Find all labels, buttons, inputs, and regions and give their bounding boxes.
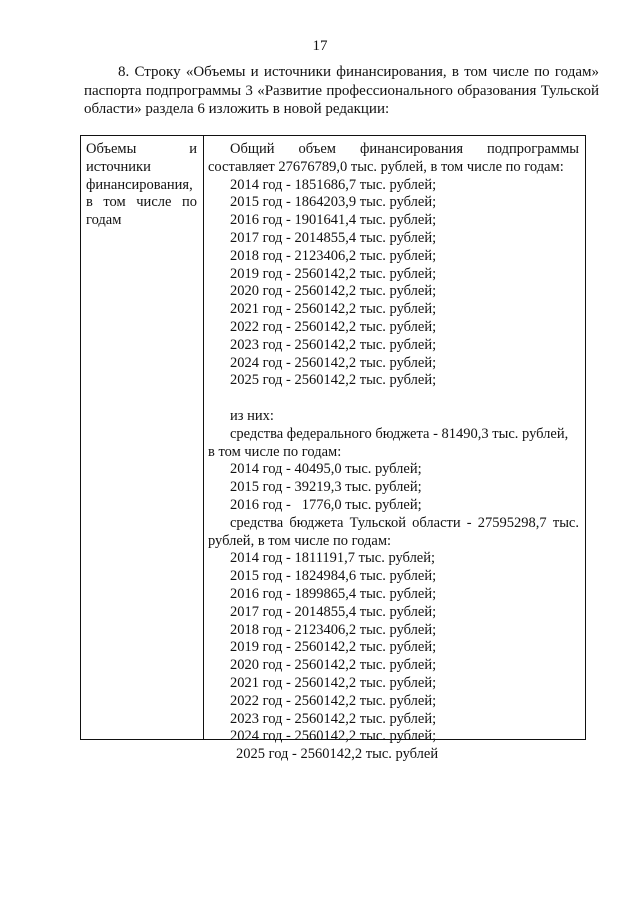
spacer: [208, 390, 579, 408]
intro-paragraph: [84, 63, 599, 119]
list-item: 2019 год - 2560142,2 тыс. рублей;: [230, 639, 437, 656]
financing-table: [80, 135, 586, 763]
list-item: 2021 год - 2560142,2 тыс. рублей;: [230, 301, 437, 318]
list-item: 2017 год - 2014855,4 тыс. рублей;: [230, 229, 437, 246]
federal-budget-line: в том числе по годам:: [208, 443, 342, 460]
left-cell-line: источники: [86, 158, 151, 175]
federal-by-year-list: [208, 461, 579, 514]
list-item: 2014 год - 40495,0 тыс. рублей;: [230, 461, 422, 478]
list-item: 2016 год - 1901641,4 тыс. рублей;: [230, 212, 437, 229]
total-financing-line: Общий объем финансирования подпрограммы: [230, 141, 579, 157]
list-item: 2018 год - 2123406,2 тыс. рублей;: [230, 621, 437, 638]
list-item: 2023 год - 2560142,2 тыс. рублей;: [230, 710, 437, 727]
list-item: 2015 год - 1864203,9 тыс. рублей;: [230, 194, 437, 211]
table-left-cell: [81, 136, 204, 739]
of-them-label: из них:: [230, 407, 274, 424]
regional-budget-line: средства бюджета Тульской области - 27595298,7 тыс.: [230, 514, 579, 531]
page-number: 17: [312, 38, 328, 54]
left-cell-line: в том числе по: [86, 194, 197, 211]
list-item: 2024 год - 2560142,2 тыс. рублей;: [230, 728, 437, 745]
list-item: 2022 год - 2560142,2 тыс. рублей;: [230, 318, 437, 335]
list-item: 2014 год - 1851686,7 тыс. рублей;: [230, 176, 437, 193]
list-item: 2015 год - 1824984,6 тыс. рублей;: [230, 568, 437, 585]
intro-line: паспорта подпрограммы 3 «Развитие профессионального образования Тульской: [84, 82, 599, 99]
total-by-year-list: [208, 177, 579, 391]
federal-budget-line: средства федерального бюджета - 81490,3 тыс. рублей,: [230, 425, 569, 442]
list-item: 2016 год - 1899865,4 тыс. рублей;: [230, 585, 437, 602]
list-item: 2023 год - 2560142,2 тыс. рублей;: [230, 336, 437, 353]
intro-line: области» раздела 6 изложить в новой редакции:: [84, 101, 390, 117]
list-item: 2025 год - 2560142,2 тыс. рублей;: [230, 372, 437, 389]
regional-budget-line: рублей, в том числе по годам:: [208, 532, 392, 549]
list-item: 2016 год - 1776,0 тыс. рублей;: [230, 496, 422, 513]
list-item: 2020 год - 2560142,2 тыс. рублей;: [230, 283, 437, 300]
intro-line: 8. Строку «Объемы и источники финансирования, в том числе по годам»: [118, 64, 599, 80]
list-item: 2025 год - 2560142,2 тыс. рублей: [236, 746, 439, 763]
list-item: 2019 год - 2560142,2 тыс. рублей;: [230, 265, 437, 282]
list-item: 2015 год - 39219,3 тыс. рублей;: [230, 479, 422, 496]
list-item: 2022 год - 2560142,2 тыс. рублей;: [230, 692, 437, 709]
list-item: 2021 год - 2560142,2 тыс. рублей;: [230, 674, 437, 691]
list-item: 2024 год - 2560142,2 тыс. рублей;: [230, 354, 437, 371]
list-item: 2020 год - 2560142,2 тыс. рублей;: [230, 657, 437, 674]
left-cell-line: годам: [86, 212, 122, 229]
list-item: 2018 год - 2123406,2 тыс. рублей;: [230, 247, 437, 264]
left-cell-line: финансирования,: [86, 176, 193, 193]
list-item: 2014 год - 1811191,7 тыс. рублей;: [230, 550, 436, 567]
left-cell-line: Объемы и: [86, 141, 197, 157]
table-right-cell: [204, 136, 585, 763]
regional-by-year-list: [208, 550, 579, 764]
total-financing-line: составляет 27676789,0 тыс. рублей, в том числе по годам:: [208, 158, 564, 175]
list-item: 2017 год - 2014855,4 тыс. рублей;: [230, 603, 437, 620]
